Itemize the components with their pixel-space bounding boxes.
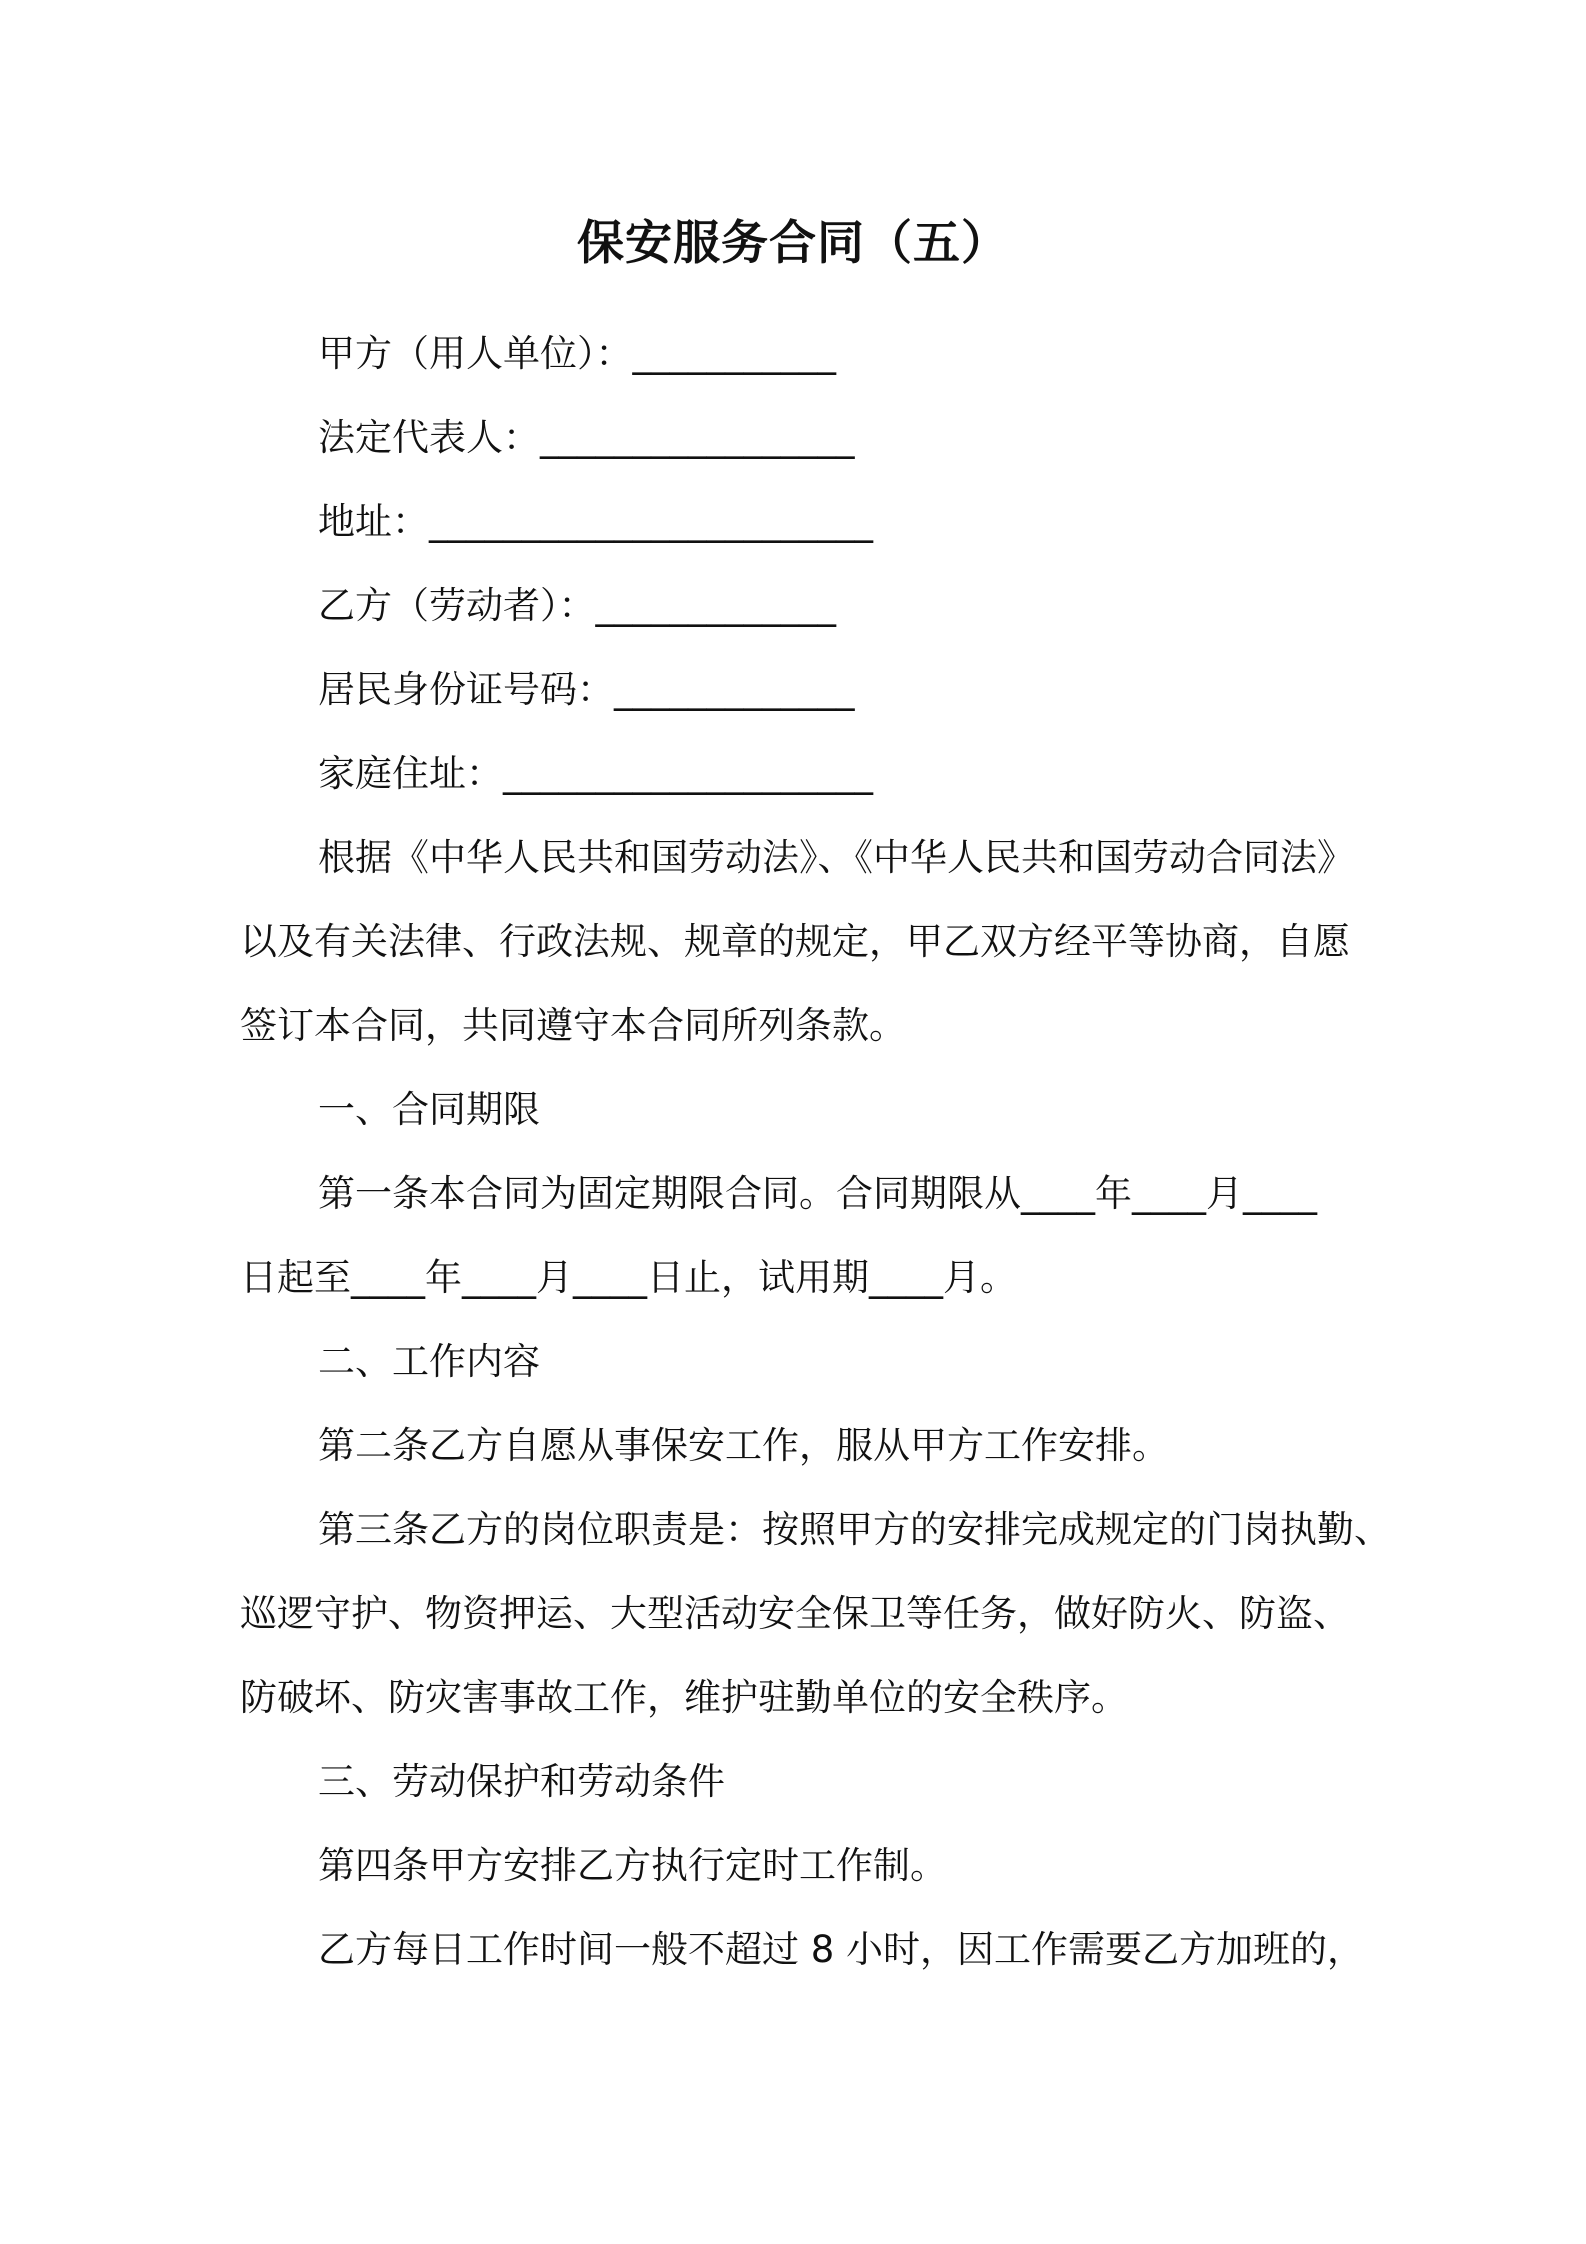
section-heading-work: 二、工作内容	[318, 1340, 540, 1383]
preamble-line-2: 以及有关法律、行政法规、规章的规定，甲乙双方经平等协商，自愿	[240, 920, 1350, 963]
document-title: 保安服务合同（五）	[577, 216, 1009, 271]
party-b-field: 乙方（劳动者）：_____________	[318, 584, 836, 627]
article-1-line-1: 第一条本合同为固定期限合同。合同期限从____年____月____	[318, 1172, 1317, 1215]
working-hours-line: 乙方每日工作时间一般不超过 8 小时，因工作需要乙方加班的，	[318, 1928, 1365, 1971]
preamble-line-1: 根据《中华人民共和国劳动法》、《中华人民共和国劳动合同法》	[318, 836, 1354, 879]
legal-representative-field: 法定代表人：_________________	[318, 416, 855, 459]
preamble-line-3: 签订本合同，共同遵守本合同所列条款。	[240, 1004, 906, 1047]
article-3-line-1: 第三条乙方的岗位职责是：按照甲方的安排完成规定的门岗执勤、	[318, 1508, 1391, 1551]
article-3-line-3: 防破坏、防灾害事故工作，维护驻勤单位的安全秩序。	[240, 1676, 1128, 1719]
article-1-line-2: 日起至____年____月____日止，试用期____月。	[240, 1256, 1017, 1299]
article-3-line-2: 巡逻守护、物资押运、大型活动安全保卫等任务，做好防火、防盗、	[240, 1592, 1350, 1635]
party-a-field: 甲方（用人单位）：___________	[318, 332, 836, 375]
article-2: 第二条乙方自愿从事保安工作，服从甲方工作安排。	[318, 1424, 1169, 1467]
address-field: 地址：________________________	[318, 500, 873, 543]
article-4: 第四条甲方安排乙方执行定时工作制。	[318, 1844, 947, 1887]
id-number-field: 居民身份证号码：_____________	[318, 668, 855, 711]
section-heading-term: 一、合同期限	[318, 1088, 540, 1131]
home-address-field: 家庭住址：____________________	[318, 752, 873, 795]
section-heading-protection: 三、劳动保护和劳动条件	[318, 1760, 725, 1803]
